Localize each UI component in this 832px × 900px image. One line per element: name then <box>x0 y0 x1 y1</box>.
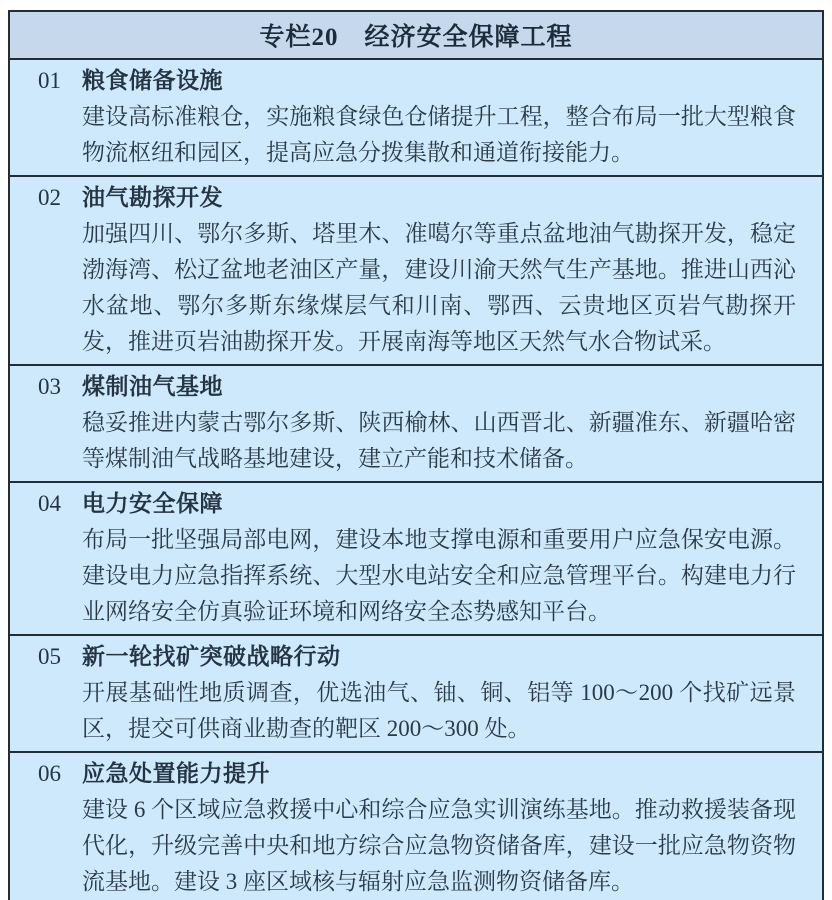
section-title-row <box>10 369 822 405</box>
section-body: 开展基础性地质调查，优选油气、铀、铜、铝等 100～200 个找矿远景区，提交可供商业勘查的靶区 200～300 处。 <box>82 680 796 741</box>
section-title-row <box>10 639 822 675</box>
section-06 <box>10 751 822 900</box>
section-body: 布局一批坚强局部电网，建设本地支撑电源和重要用户应急保安电源。建设电力应急指挥系统、大型水电站安全和应急管理平台。构建电力行业网络安全仿真验证环境和网络安全态势感知平台。 <box>82 527 796 624</box>
section-number: 04 <box>38 491 61 516</box>
panel-title: 专栏20 经济安全保障工程 <box>259 24 573 51</box>
section-number: 01 <box>38 68 61 93</box>
section-number: 06 <box>38 761 61 786</box>
section-title: 粮食储备设施 <box>82 68 223 93</box>
section-title-row <box>10 486 822 522</box>
section-title: 煤制油气基地 <box>82 374 223 399</box>
section-04 <box>10 481 822 634</box>
section-title: 应急处置能力提升 <box>82 761 270 786</box>
section-body: 建设 6 个区域应急救援中心和综合应急实训演练基地。推动救援装备现代化，升级完善中央和地方综合应急物资储备库，建设一批应急物资物流基地。建设 3 座区域核与辐射应急监测物资储备库。 <box>82 797 796 894</box>
section-05 <box>10 634 822 751</box>
section-01 <box>10 60 822 175</box>
policy-box-panel <box>8 10 824 900</box>
section-title: 油气勘探开发 <box>82 185 223 210</box>
section-body: 加强四川、鄂尔多斯、塔里木、准噶尔等重点盆地油气勘探开发，稳定渤海湾、松辽盆地老油区产量，建设川渝天然气生产基地。推进山西沁水盆地、鄂尔多斯东缘煤层气和川南、鄂西、云贵地区页岩气勘探开发，推进页岩油勘探开发。开展南海等地区天然气水合物试采。 <box>82 221 796 354</box>
section-02 <box>10 175 822 364</box>
section-body: 稳妥推进内蒙古鄂尔多斯、陕西榆林、山西晋北、新疆准东、新疆哈密等煤制油气战略基地建设，建立产能和技术储备。 <box>82 410 796 471</box>
section-title-row <box>10 756 822 792</box>
section-03 <box>10 364 822 481</box>
section-number: 03 <box>38 374 61 399</box>
section-number: 05 <box>38 644 61 669</box>
section-title-row <box>10 63 822 99</box>
section-number: 02 <box>38 185 61 210</box>
panel-header <box>10 12 822 60</box>
section-title: 电力安全保障 <box>82 491 223 516</box>
section-title: 新一轮找矿突破战略行动 <box>82 644 341 669</box>
section-title-row <box>10 180 822 216</box>
section-body: 建设高标准粮仓，实施粮食绿色仓储提升工程，整合布局一批大型粮食物流枢纽和园区，提高应急分拨集散和通道衔接能力。 <box>82 104 796 165</box>
